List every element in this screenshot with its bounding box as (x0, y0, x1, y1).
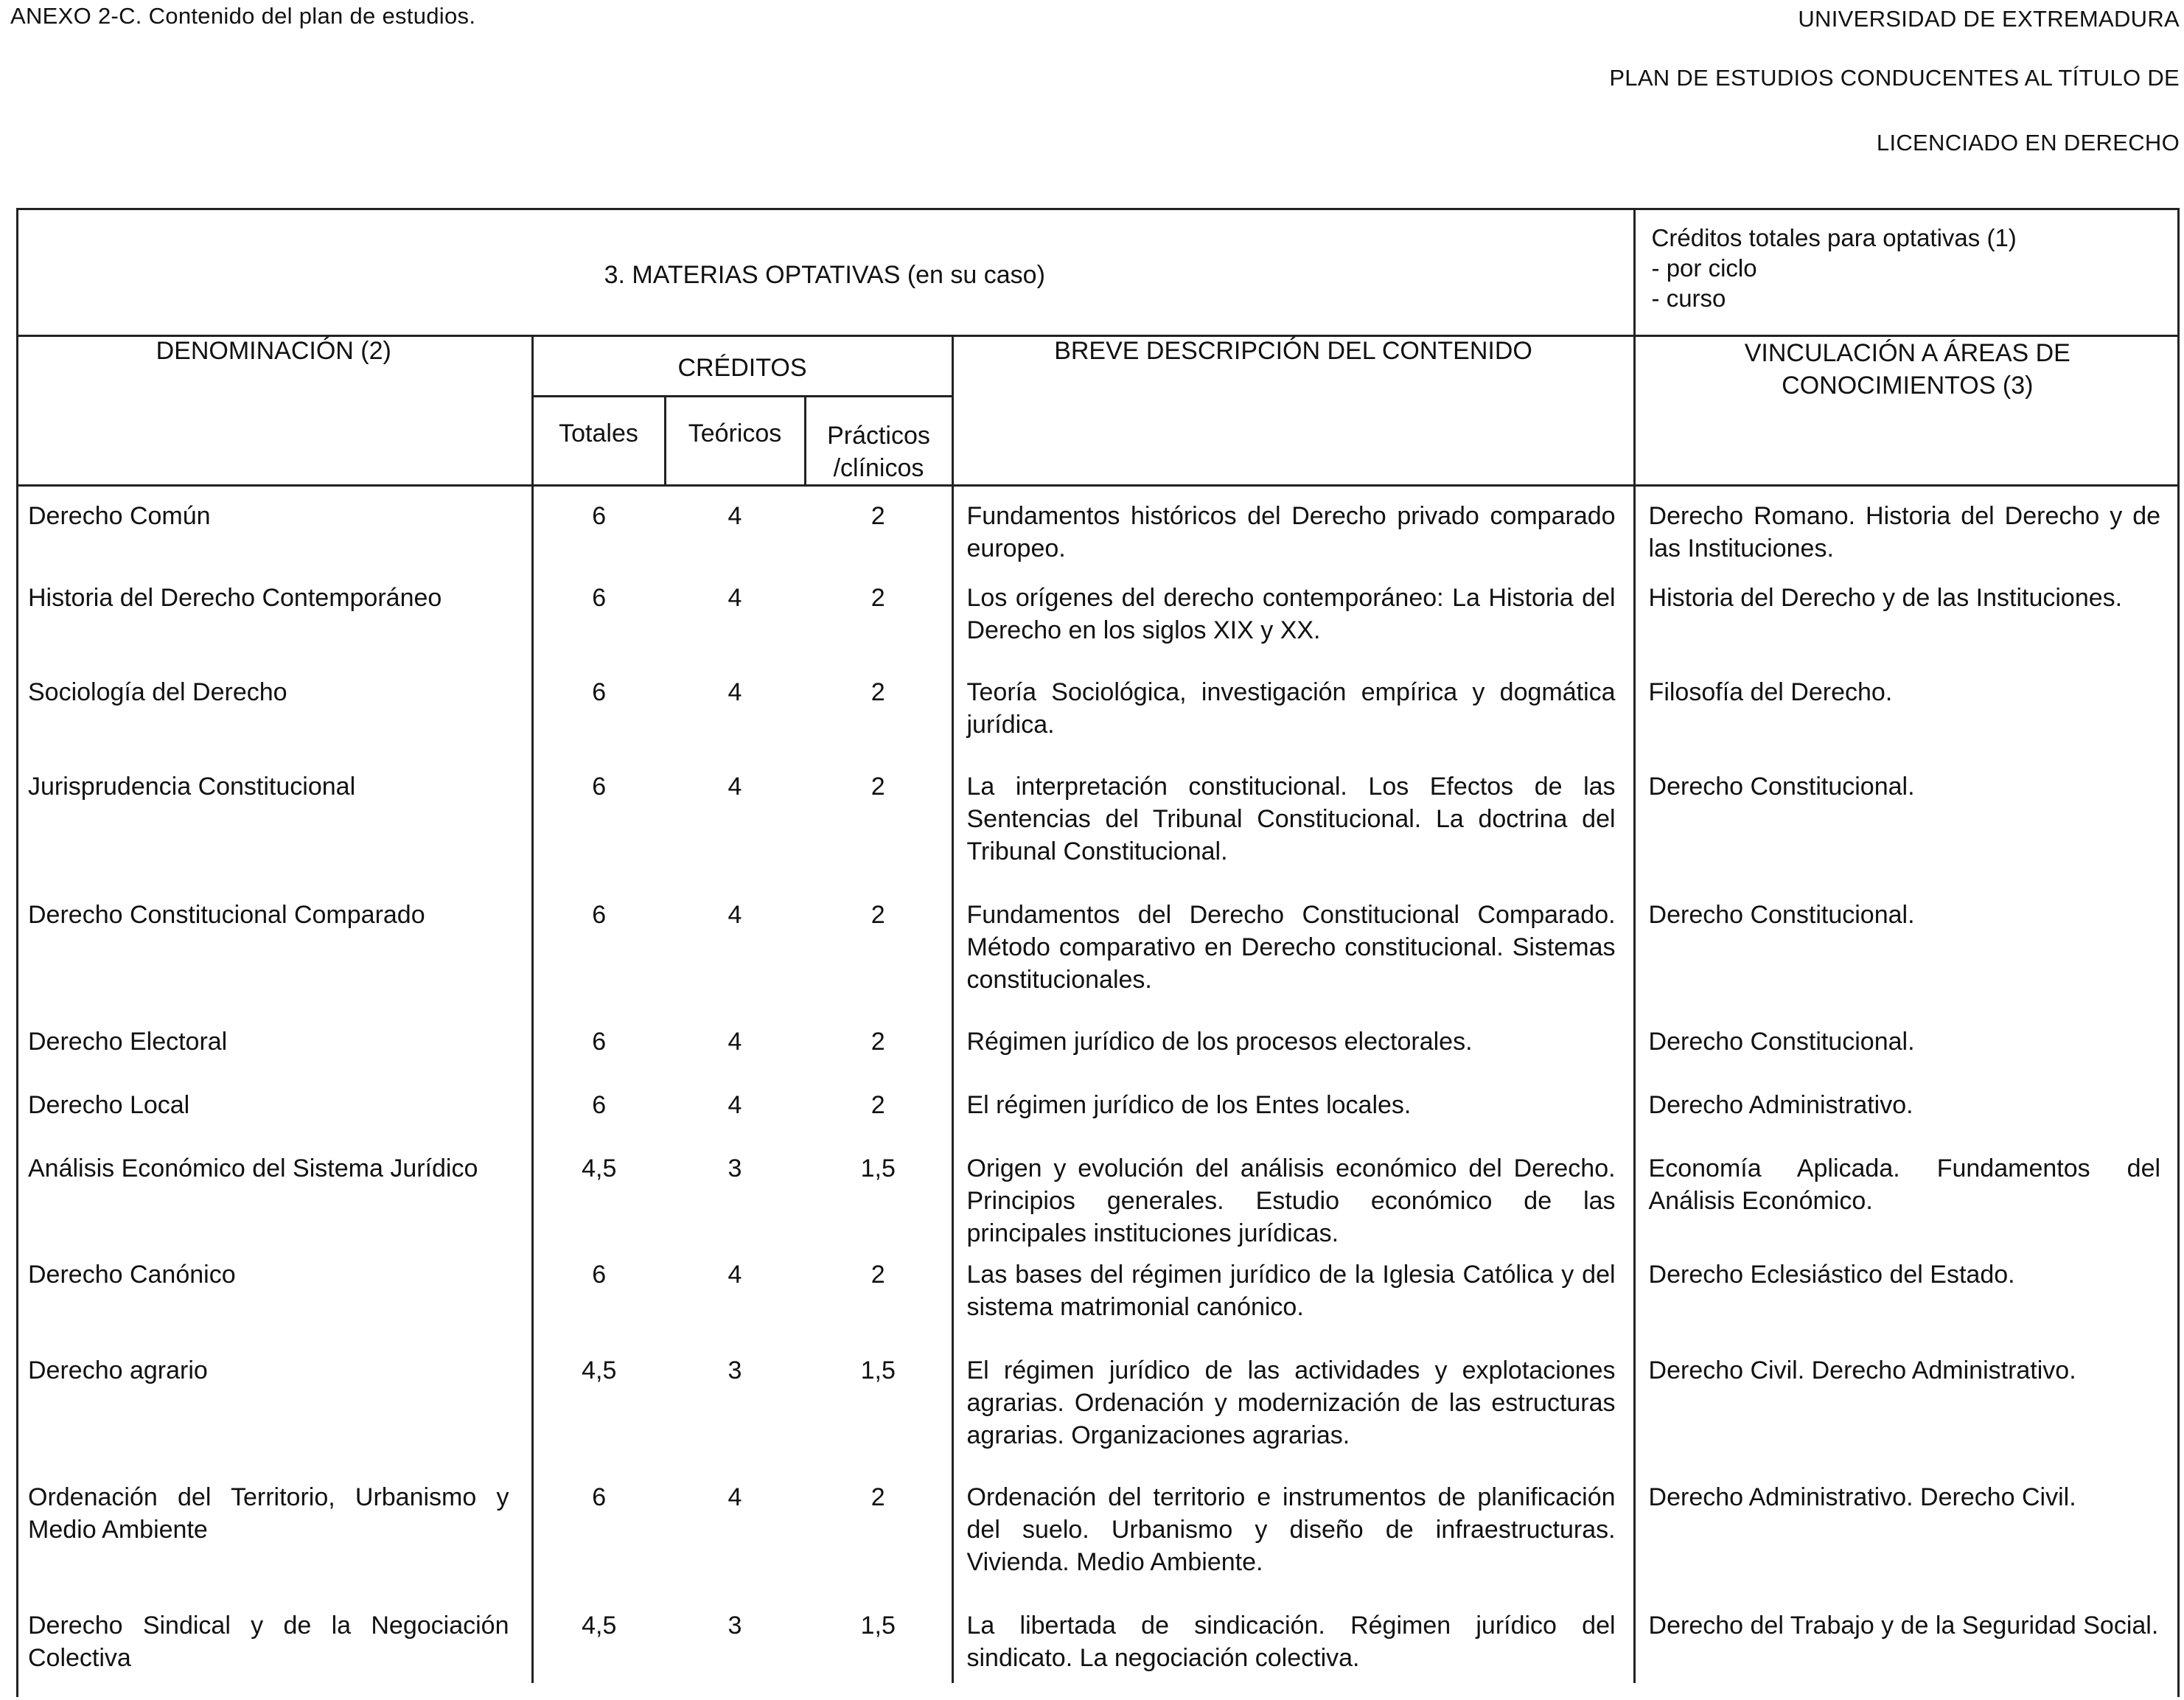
credits-total: 4,5 (532, 1152, 665, 1258)
credits-total: 6 (532, 1089, 665, 1152)
credits-theory: 4 (728, 1260, 742, 1289)
table-row (16, 1481, 2180, 1609)
credits-total: 6 (532, 1258, 665, 1354)
totals-box (1634, 208, 2180, 336)
knowledge-area: Derecho Administrativo. Derecho Civil. (1634, 1481, 2180, 1609)
col-teoricos: Teóricos (665, 397, 805, 486)
knowledge-area: Derecho Constitucional. (1634, 899, 2180, 1025)
col-vinculacion (1634, 336, 2180, 486)
subject-name: Historia del Derecho Contemporáneo (28, 583, 442, 612)
credits-practice: 2 (871, 900, 885, 929)
col-practicos-line1: Prácticos (827, 422, 930, 450)
annex-title: ANEXO 2-C. Contenido del plan de estudios. (10, 3, 476, 29)
knowledge-area: Derecho Romano. Historia del Derecho y de las Instituciones. (1634, 486, 2180, 582)
knowledge-area: Derecho Administrativo. (1634, 1089, 2180, 1152)
col-vinculacion-line2: CONOCIMIENTOS (3) (1782, 372, 2034, 400)
col-vinculacion-line1: VINCULACIÓN A ÁREAS DE (1744, 339, 2070, 367)
col-creditos: CRÉDITOS (532, 336, 952, 397)
subject-description: La interpretación constitucional. Los Efectos de las Sentencias del Tribunal Constitucional. La doctrina del Tribunal Constitucional. (952, 770, 1634, 899)
credits-total: 6 (532, 1025, 665, 1089)
subject-name: Ordenación del Territorio, Urbanismo y Medio Ambiente (28, 1483, 509, 1544)
knowledge-area: Derecho Eclesiástico del Estado. (1634, 1258, 2180, 1354)
subject-name: Análisis Económico del Sistema Jurídico (28, 1154, 478, 1182)
credits-practice: 1,5 (860, 1154, 896, 1182)
degree-title: LICENCIADO EN DERECHO (1876, 130, 2180, 156)
subject-description: Fundamentos históricos del Derecho privado comparado europeo. (952, 486, 1634, 582)
col-totales: Totales (532, 397, 665, 486)
knowledge-area: Derecho Civil. Derecho Administrativo. (1634, 1354, 2180, 1481)
university-name: UNIVERSIDAD DE EXTREMADURA (1798, 6, 2180, 32)
subject-description: El régimen jurídico de los Entes locales. (952, 1089, 1634, 1152)
table-row (16, 899, 2180, 1025)
subject-description: Régimen jurídico de los procesos electorales. (952, 1025, 1634, 1089)
table-row (16, 770, 2180, 899)
credits-total: 4,5 (532, 1354, 665, 1481)
knowledge-area: Economía Aplicada. Fundamentos del Análisis Económico. (1634, 1152, 2180, 1258)
subject-description: La libertada de sindicación. Régimen jurídico del sindicato. La negociación colectiva. (952, 1609, 1634, 1683)
credits-practice: 1,5 (860, 1611, 896, 1640)
subject-name: Derecho Canónico (28, 1260, 236, 1289)
optional-subjects-table (16, 208, 2180, 1683)
subject-name: Derecho Común (28, 502, 211, 530)
table-row (16, 582, 2180, 676)
table-row (16, 1152, 2180, 1258)
credits-theory: 4 (728, 1027, 742, 1056)
credits-theory: 4 (728, 1483, 742, 1511)
credits-theory: 3 (728, 1154, 742, 1182)
credits-practice: 2 (871, 772, 885, 801)
section-title: 3. MATERIAS OPTATIVAS (en su caso) (16, 208, 1634, 336)
knowledge-area: Derecho del Trabajo y de la Seguridad Social. (1634, 1609, 2180, 1683)
subject-description: Teoría Sociológica, investigación empírica y dogmática jurídica. (952, 676, 1634, 770)
subject-description: Las bases del régimen jurídico de la Iglesia Católica y del sistema matrimonial canónico. (952, 1258, 1634, 1354)
totals-line-1: Créditos totales para optativas (1) (1651, 224, 2017, 251)
credits-theory: 4 (728, 900, 742, 929)
subject-description: Origen y evolución del análisis económico del Derecho. Principios generales. Estudio económico de las principales instituciones jurídicas. (952, 1152, 1634, 1258)
subject-description: El régimen jurídico de las actividades y explotaciones agrarias. Ordenación y modernización de las estructuras agrarias. Organizaciones agrarias. (952, 1354, 1634, 1481)
credits-total: 6 (532, 1481, 665, 1609)
totals-line-3: - curso (1651, 285, 1726, 312)
credits-theory: 3 (728, 1356, 742, 1384)
credits-total: 6 (532, 486, 665, 582)
credits-theory: 4 (728, 677, 742, 706)
credits-total: 4,5 (532, 1609, 665, 1683)
credits-practice: 2 (871, 1027, 885, 1056)
totals-line-2: - por ciclo (1651, 254, 1757, 282)
subject-description: Ordenación del territorio e instrumentos de planificación del suelo. Urbanismo y diseño de infraestructuras. Vivienda. Medio Ambiente. (952, 1481, 1634, 1609)
credits-practice: 2 (871, 583, 885, 612)
table-row (16, 1089, 2180, 1152)
col-denominacion: DENOMINACIÓN (2) (16, 336, 532, 486)
table-row (16, 676, 2180, 770)
subject-name: Derecho Local (28, 1090, 190, 1119)
credits-theory: 4 (728, 583, 742, 612)
subject-description: Los orígenes del derecho contemporáneo: La Historia del Derecho en los siglos XIX y XX. (952, 582, 1634, 676)
table-row (16, 1354, 2180, 1481)
credits-total: 6 (532, 676, 665, 770)
subject-name: Derecho Electoral (28, 1027, 228, 1056)
credits-practice: 2 (871, 677, 885, 706)
table-row (16, 1025, 2180, 1089)
knowledge-area: Derecho Constitucional. (1634, 1025, 2180, 1089)
table-row (16, 486, 2180, 582)
credits-theory: 4 (728, 772, 742, 801)
knowledge-area: Derecho Constitucional. (1634, 770, 2180, 899)
subject-name: Sociología del Derecho (28, 677, 287, 706)
credits-theory: 3 (728, 1611, 742, 1640)
credits-total: 6 (532, 899, 665, 1025)
col-practicos-line2: /clínicos (833, 454, 924, 482)
table-row (16, 1258, 2180, 1354)
credits-practice: 2 (871, 1260, 885, 1289)
credits-total: 6 (532, 582, 665, 676)
knowledge-area: Filosofía del Derecho. (1634, 676, 2180, 770)
credits-practice: 2 (871, 502, 885, 530)
subject-description: Fundamentos del Derecho Constitucional Comparado. Método comparativo en Derecho constitucional. Sistemas constitucionales. (952, 899, 1634, 1025)
credits-theory: 4 (728, 1090, 742, 1119)
col-descripcion: BREVE DESCRIPCIÓN DEL CONTENIDO (952, 336, 1634, 486)
credits-theory: 4 (728, 502, 742, 530)
credits-practice: 1,5 (860, 1356, 896, 1384)
credits-practice: 2 (871, 1483, 885, 1511)
col-practicos (805, 397, 952, 486)
credits-total: 6 (532, 770, 665, 899)
plan-title: PLAN DE ESTUDIOS CONDUCENTES AL TÍTULO DE (1609, 65, 2180, 91)
knowledge-area: Historia del Derecho y de las Instituciones. (1634, 582, 2180, 676)
subject-name: Jurisprudencia Constitucional (28, 772, 356, 801)
subject-name: Derecho Sindical y de la Negociación Colectiva (28, 1611, 509, 1672)
subject-name: Derecho Constitucional Comparado (28, 900, 425, 929)
subject-name: Derecho agrario (28, 1356, 208, 1384)
table-row (16, 1609, 2180, 1683)
credits-practice: 2 (871, 1090, 885, 1119)
